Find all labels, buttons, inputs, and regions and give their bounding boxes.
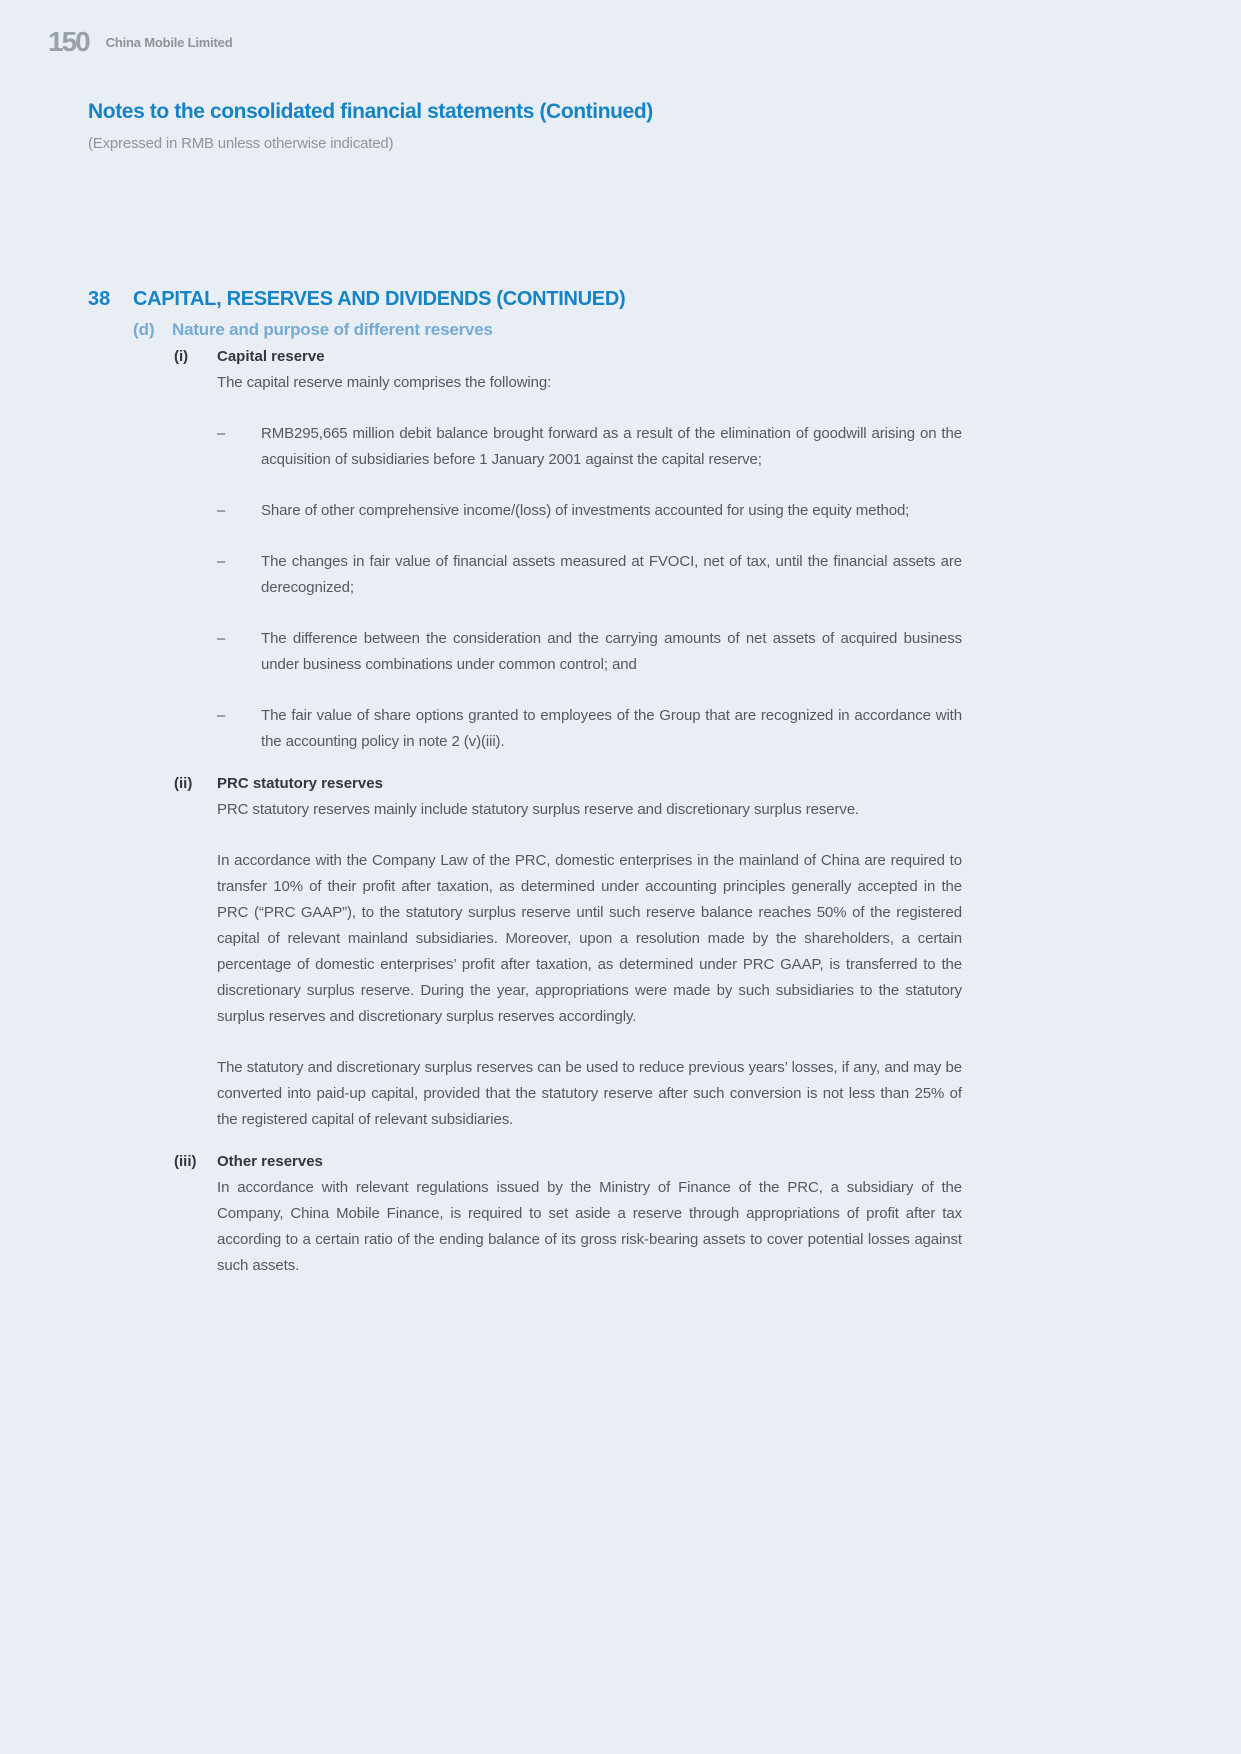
note-number: 38 [88,288,111,310]
bullet-text: The changes in fair value of financial assets measured at FVOCI, net of tax, until the financial assets are derecognized; [261,553,962,596]
bullet-item [217,626,962,678]
subsection-d [133,320,962,1279]
document-subtitle: (Expressed in RMB unless otherwise indicated) [88,135,394,152]
item-ii-title: PRC statutory reserves [217,775,383,792]
item-i-label: (i) [174,348,189,365]
dash-marker: – [217,630,226,647]
item-i-intro: The capital reserve mainly comprises the following: [217,374,552,391]
bullet-text: RMB295,665 million debit balance brought forward as a result of the elimination of goodwill arising on the acquisition of subsidiaries before 1 January 2001 against the capital reserve; [261,425,962,468]
dash-marker: – [217,553,226,570]
item-iii-title: Other reserves [217,1153,323,1170]
item-i-title: Capital reserve [217,348,325,365]
item-iii-other-reserves [174,1153,962,1279]
bullet-item [217,498,962,524]
paragraph: PRC statutory reserves mainly include statutory surplus reserve and discretionary surplus reserve. [217,801,860,818]
dash-marker: – [217,502,226,519]
item-ii-prc-statutory-reserves [174,775,962,1133]
paragraph: In accordance with relevant regulations issued by the Ministry of Finance of the PRC, a subsidiary of the Company, China Mobile Finance, is required to set aside a reserve through appropriations of profit after tax according to a certain ratio of the ending balance of its gross risk-bearing assets to cover potential losses against such assets. [217,1179,962,1274]
note-title-row [88,288,962,311]
bullet-text: Share of other comprehensive income/(loss) of investments accounted for using the equity method; [261,502,910,519]
item-ii-label: (ii) [174,775,193,792]
item-i-capital-reserve [174,348,962,755]
note-title: CAPITAL, RESERVES AND DIVIDENDS (CONTINUED) [133,288,626,310]
subsection-d-items [174,348,962,1279]
company-name: China Mobile Limited [105,34,233,50]
subsection-d-label: (d) [133,320,155,339]
bullet-item [217,549,962,601]
bullet-text: The difference between the consideration and the carrying amounts of net assets of acquired business under business combinations under common control; and [261,630,962,673]
bullet-item [217,703,962,755]
subsection-d-title: Nature and purpose of different reserves [172,320,493,339]
dash-marker: – [217,425,226,442]
document-header [88,100,1141,152]
dash-marker: – [217,707,226,724]
paragraph: In accordance with the Company Law of the PRC, domestic enterprises in the mainland of China are required to transfer 10% of their profit after taxation, as determined under accounting principles generally accepted in the PRC (“PRC GAAP”), to the statutory surplus reserve until such reserve balance reaches 50% of the registered capital of relevant mainland subsidiaries. Moreover, upon a resolution made by the shareholders, a certain percentage of domestic enterprises’ profit after taxation, as determined under PRC GAAP, is transferred to the discretionary surplus reserve. During the year, appropriations were made by such subsidiaries to the statutory surplus reserves and discretionary surplus reserves accordingly. [217,852,962,1025]
note-38-section [88,288,962,1299]
bullet-item [217,421,962,473]
item-iii-label: (iii) [174,1153,197,1170]
subsection-d-title-row [133,320,962,340]
page-number: 150 [48,26,89,57]
running-header [48,28,232,56]
bullet-text: The fair value of share options granted to employees of the Group that are recognized in accordance with the accounting policy in note 2 (v)(iii). [261,707,962,750]
document-title: Notes to the consolidated financial statements (Continued) [88,100,653,123]
paragraph: The statutory and discretionary surplus reserves can be used to reduce previous years’ losses, if any, and may be converted into paid-up capital, provided that the statutory reserve after such conversion is not less than 25% of the registered capital of relevant subsidiaries. [217,1059,962,1128]
